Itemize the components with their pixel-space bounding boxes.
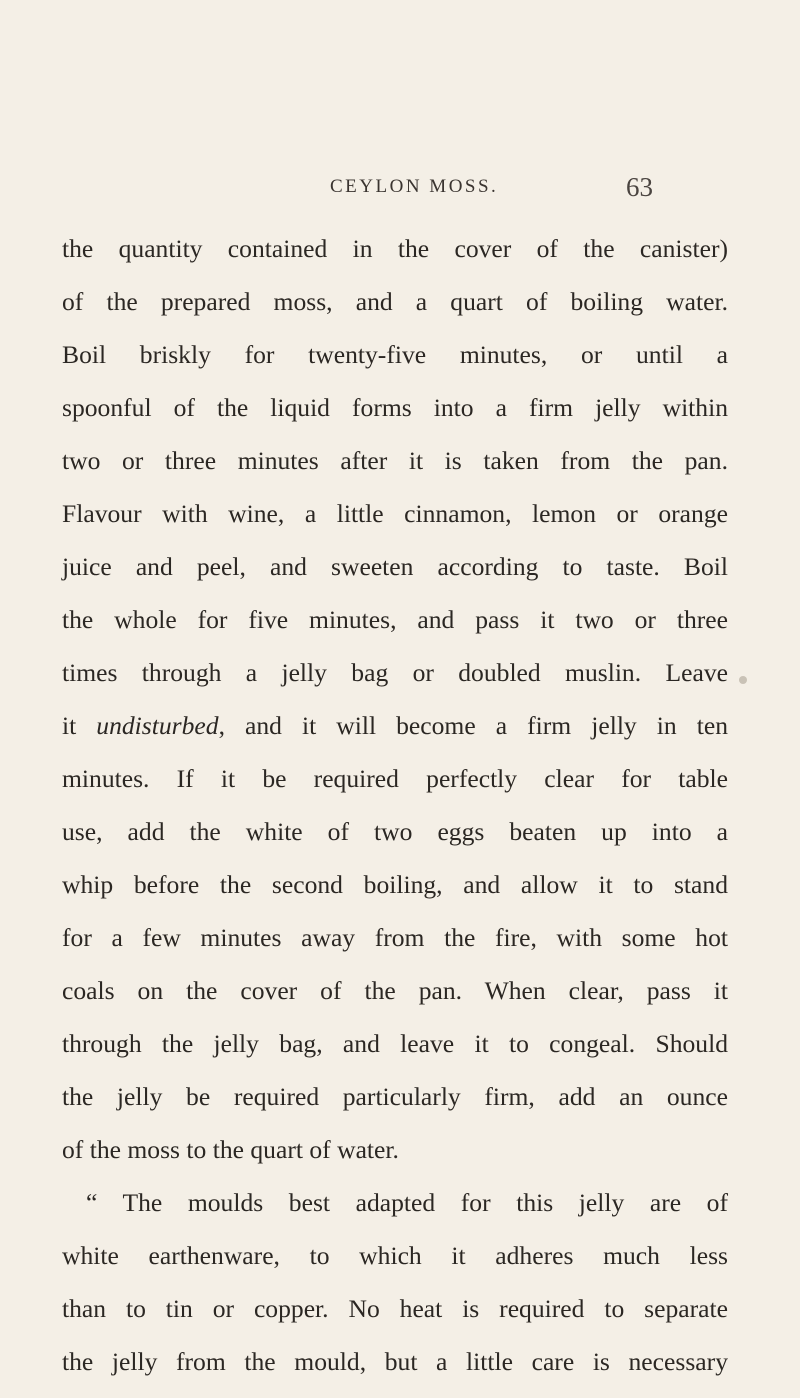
body-text — [62, 222, 728, 1388]
text-run: it — [62, 711, 97, 740]
text-line: Flavour with wine, a little cinnamon, lemon or orange — [62, 499, 728, 528]
text-line: through the jelly bag, and leave it to congeal. Should — [62, 1029, 728, 1058]
text-line: Boil briskly for twenty-five minutes, or until a — [62, 340, 728, 369]
text-line: of the moss to the quart of water. — [62, 1135, 399, 1164]
running-head — [0, 172, 800, 208]
text-run: , and it will become a firm jelly in ten — [218, 711, 728, 740]
running-title: CEYLON MOSS. — [330, 176, 499, 197]
text-line: times through a jelly bag or doubled muslin. Leave — [62, 658, 728, 687]
text-line: than to tin or copper. No heat is required to separate — [62, 1294, 728, 1323]
text-line: two or three minutes after it is taken from the pan. — [62, 446, 728, 475]
text-line: for a few minutes away from the fire, with some hot — [62, 923, 728, 952]
text-line: use, add the white of two eggs beaten up into a — [62, 817, 728, 846]
text-line: spoonful of the liquid forms into a firm jelly within — [62, 393, 728, 422]
italic-word: undisturbed — [96, 711, 219, 740]
text-line: white earthenware, to which it adheres much less — [62, 1241, 728, 1270]
text-line: minutes. If it be required perfectly clear for table — [62, 764, 728, 793]
text-line: the jelly be required particularly firm, add an ounce — [62, 1082, 728, 1111]
text-line — [62, 699, 728, 752]
text-line: whip before the second boiling, and allow it to stand — [62, 870, 728, 899]
text-line: juice and peel, and sweeten according to taste. Boil — [62, 552, 728, 581]
text-line: the whole for five minutes, and pass it two or three — [62, 605, 728, 634]
text-line: coals on the cover of the pan. When clear, pass it — [62, 976, 728, 1005]
paper-speck — [739, 676, 747, 684]
text-line: the quantity contained in the cover of the canister) — [62, 234, 728, 263]
page-number: 63 — [626, 172, 653, 202]
text-line: of the prepared moss, and a quart of boiling water. — [62, 287, 728, 316]
text-line: the jelly from the mould, but a little care is necessary — [62, 1347, 728, 1376]
text-line: “ The moulds best adapted for this jelly are of — [86, 1188, 728, 1217]
